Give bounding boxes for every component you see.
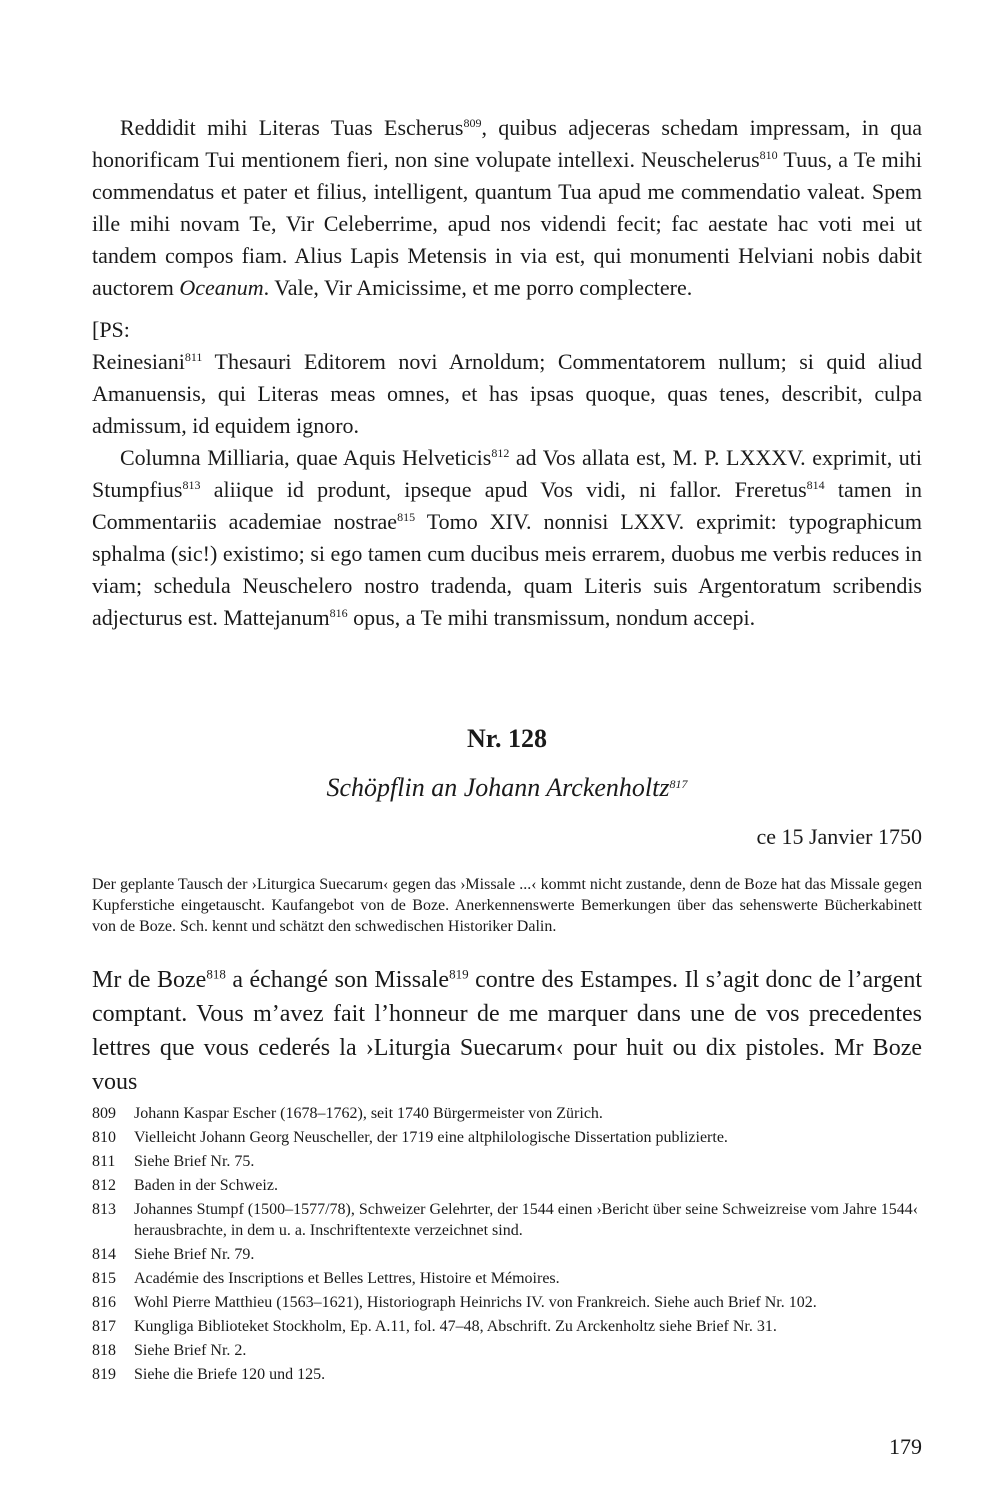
main-text-block xyxy=(92,112,922,1099)
footnote-item xyxy=(92,1103,922,1124)
footnotes-section xyxy=(92,1103,922,1388)
french-letter-body xyxy=(92,963,922,1099)
footnote-number: 817 xyxy=(92,1318,116,1335)
footnote-text: Vielleicht Johann Georg Neuscheller, der 1719 eine altphilologische Dissertation publizierte. xyxy=(134,1129,728,1146)
text-run: . Vale, Vir Amicissime, et me porro complectere. xyxy=(263,275,693,300)
footnote-item xyxy=(92,1268,922,1289)
footnote-number: 813 xyxy=(92,1201,116,1218)
footnote-text: Siehe Brief Nr. 79. xyxy=(134,1246,255,1263)
footnote-text: Académie des Inscriptions et Belles Lettres, Histoire et Mémoires. xyxy=(134,1270,560,1287)
letter-title-text: Schöpflin an Johann Arckenholtz xyxy=(326,773,670,802)
footnote-number: 811 xyxy=(92,1153,116,1170)
text-run: Mr de Boze xyxy=(92,967,207,993)
footnote-item xyxy=(92,1316,922,1337)
footnote-number: 812 xyxy=(92,1177,116,1194)
footnote-ref-817[interactable]: 817 xyxy=(669,777,688,792)
footnote-ref-813[interactable]: 813 xyxy=(182,478,201,493)
footnote-item xyxy=(92,1199,922,1241)
letter-title xyxy=(92,772,922,804)
latin-paragraph-1 xyxy=(92,112,922,304)
footnote-ref-810[interactable]: 810 xyxy=(759,148,778,163)
page-number: 179 xyxy=(889,1434,922,1459)
footnote-ref-809[interactable]: 809 xyxy=(463,116,482,131)
letter-summary: Der geplante Tausch der ›Liturgica Suecarum‹ gegen das ›Missale ...‹ kommt nicht zustande, denn de Boze hat das Missale gegen Kupferstiche eingetauscht. Kaufangebot von de Boze. Anerkennenswerte Bemerkungen über das sehenswerte Bücherkabinett von de Boze. Sch. kennt und schätzt den schwedischen Historiker Dalin. xyxy=(92,876,922,935)
footnote-number: 814 xyxy=(92,1246,116,1263)
latin-paragraph-3 xyxy=(92,442,922,634)
footnote-ref-811[interactable]: 811 xyxy=(184,350,203,365)
footnote-ref-816[interactable]: 816 xyxy=(329,606,348,621)
text-run: ad Vos allata est, M. P. LXXXV. exprimit, uti Stumpfius xyxy=(92,445,922,502)
footnote-item xyxy=(92,1292,922,1313)
footnote-item xyxy=(92,1364,922,1385)
footnote-text: Johannes Stumpf (1500–1577/78), Schweizer Gelehrter, der 1544 einen ›Bericht über seine Schweizreise vom Jahre 1544‹ herausbrachte, in dem u. a. Inschriftentexte verzeichnet sind. xyxy=(134,1201,919,1239)
letter-date: ce 15 Janvier 1750 xyxy=(756,824,922,849)
footnote-ref-818[interactable]: 818 xyxy=(206,966,226,982)
text-run: Tomo XIV. nonnisi LXXV. exprimit: typographicum sphalma (sic!) existimo; si ego tamen cum ducibus meis errarem, duobus me verbis reduces in viam; schedula Neuschelero nostro tradenda, quam Literis suis Argentoratum scribendis adjecturus est. Mattejanum xyxy=(92,509,923,630)
text-run: tamen in Commentariis academiae nostrae xyxy=(92,477,922,534)
text-run: opus, a Te mihi transmissum, nondum accepi. xyxy=(347,605,756,630)
footnote-item xyxy=(92,1340,922,1361)
text-run: Reinesiani xyxy=(92,349,185,374)
footnote-text: Johann Kaspar Escher (1678–1762), seit 1740 Bürgermeister von Zürich. xyxy=(134,1105,603,1122)
text-run: a échangé son Missale xyxy=(225,967,450,993)
text-run: contre des Estampes. Il s’agit donc de l’argent comptant. Vous m’avez fait l’honneur de me marquer dans une de vos precedentes lettres que vous cederés la ›Liturgia Suecarum‹ pour huit ou dix pistoles. Mr Boze vous xyxy=(92,967,923,1095)
footnote-number: 819 xyxy=(92,1366,116,1383)
text-run: Columna Milliaria, quae Aquis Helveticis xyxy=(120,445,492,470)
latin-paragraph-2 xyxy=(92,346,922,442)
footnote-item xyxy=(92,1127,922,1148)
footnote-number: 816 xyxy=(92,1294,116,1311)
footnote-text: Siehe Brief Nr. 2. xyxy=(134,1342,247,1359)
footnote-number: 810 xyxy=(92,1129,116,1146)
footnote-ref-814[interactable]: 814 xyxy=(806,478,825,493)
text-run: , quibus adjeceras schedam impressam, in qua honorificam Tui mentionem fieri, non sine volupate intellexi. Neuschelerus xyxy=(92,115,922,172)
footnote-item xyxy=(92,1151,922,1172)
text-run: aliique id produnt, ipseque apud Vos vidi, ni fallor. Freretus xyxy=(200,477,807,502)
footnote-number: 818 xyxy=(92,1342,116,1359)
letter-number-heading: Nr. 128 xyxy=(467,724,547,753)
footnote-ref-819[interactable]: 819 xyxy=(449,966,469,982)
footnote-text: Wohl Pierre Matthieu (1563–1621), Historiograph Heinrichs IV. von Frankreich. Siehe auch Brief Nr. 102. xyxy=(134,1294,817,1311)
text-run: Tuus, a Te mihi commendatus et pater et filius, intelligent, quantum Tua apud me commendatio valeat. Spem ille mihi novam Te, Vir Celeberrime, apud nos videndi fecit; fac aestate hac voti mei ut tandem compos fiam. Alius Lapis Metensis in via est, qui monumenti Helviani nobis dabit auctorem xyxy=(92,147,923,300)
footnote-ref-815[interactable]: 815 xyxy=(397,510,416,525)
footnote-text: Siehe die Briefe 120 und 125. xyxy=(134,1366,326,1383)
footnote-text: Baden in der Schweiz. xyxy=(134,1177,278,1194)
text-run: Thesauri Editorem novi Arnoldum; Commentatorem nullum; si quid aliud Amanuensis, qui Literas meas omnes, et has ipsas quoque, quas tenes, describit, culpa admissum, id equidem ignoro. xyxy=(92,349,922,438)
footnote-item xyxy=(92,1244,922,1265)
footnote-item xyxy=(92,1175,922,1196)
footnote-text: Siehe Brief Nr. 75. xyxy=(134,1153,255,1170)
italic-term-oceanum: Oceanum xyxy=(179,275,264,300)
footnote-number: 815 xyxy=(92,1270,116,1287)
postscript-marker: [PS: xyxy=(92,317,130,342)
footnote-number: 809 xyxy=(92,1105,116,1122)
footnote-text: Kungliga Biblioteket Stockholm, Ep. A.11, fol. 47–48, Abschrift. Zu Arckenholtz siehe Brief Nr. 31. xyxy=(134,1318,777,1335)
text-run: Reddidit mihi Literas Tuas Escherus xyxy=(120,115,464,140)
footnote-ref-812[interactable]: 812 xyxy=(491,446,510,461)
